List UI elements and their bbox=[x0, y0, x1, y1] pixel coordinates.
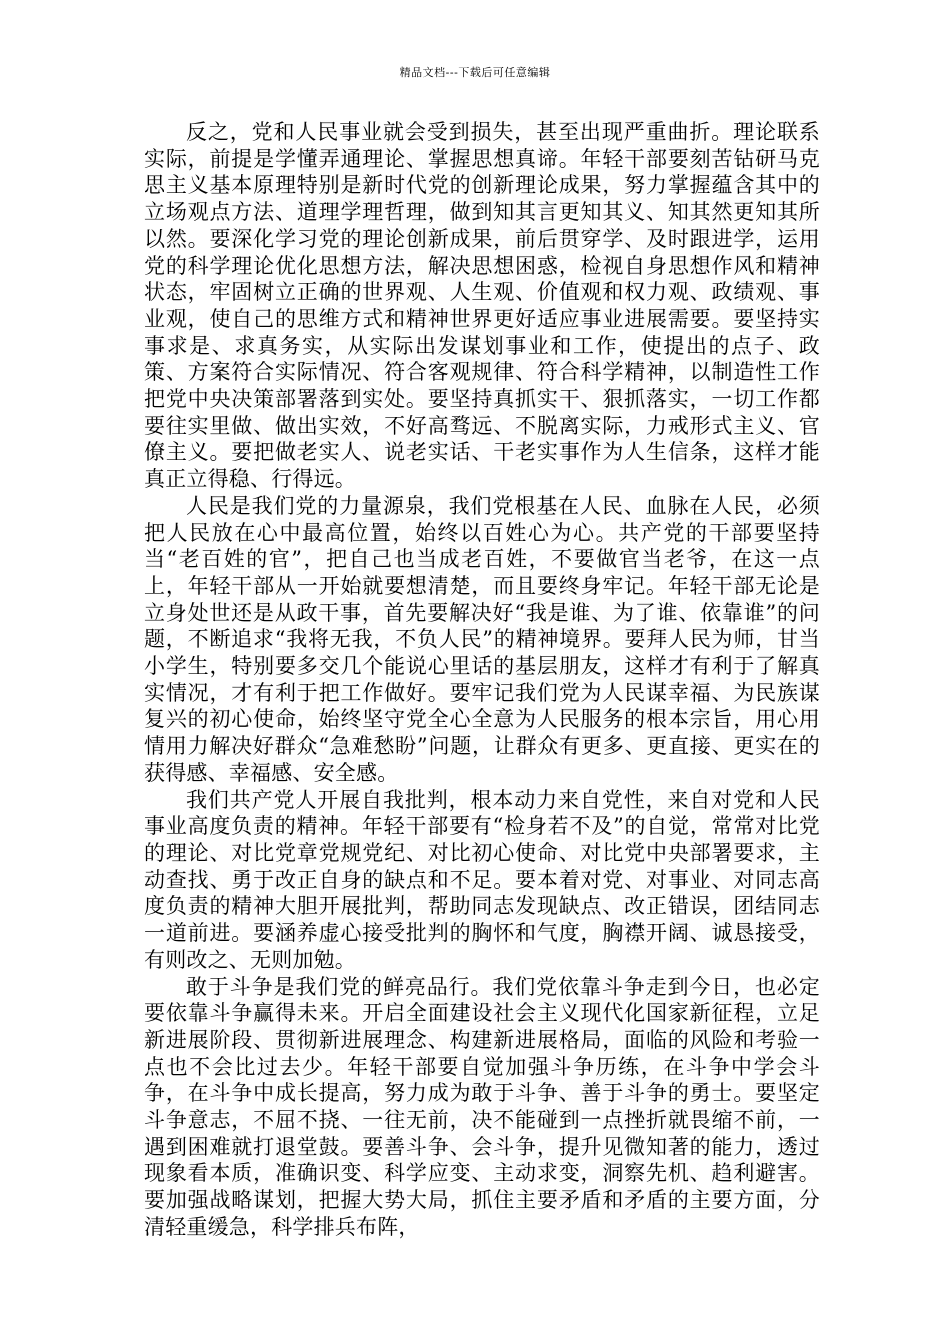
page-header: 精品文档---下载后可任意编辑 bbox=[399, 66, 551, 79]
paragraph: 我们共产党人开展自我批判，根本动力来自党性，来自对党和人民事业高度负责的精神。年轻干部要有“检身若不及”的自觉，常常对比党的理论、对比党章党规党纪、对比初心使命、对比党中央部署要求，主动查找、勇于改正自身的缺点和不足。要本着对党、对事业、对同志高度负责的精神大胆开展批判，帮助同志发现缺点、改正错误，团结同志一道前进。要涵养虚心接受批判的胸怀和气度，胸襟开阔、诚恳接受，有则改之、无则加勉。 bbox=[144, 787, 820, 972]
paragraph: 敢于斗争是我们党的鲜亮品行。我们党依靠斗争走到今日，也必定要依靠斗争赢得未来。开启全面建设社会主义现代化国家新征程，立足新进展阶段、贯彻新进展理念、构建新进展格局，面临的风险和考验一点也不会比过去少。年轻干部要自觉加强斗争历练，在斗争中学会斗争，在斗争中成长提高，努力成为敢于斗争、善于斗争的勇士。要坚定斗争意志，不屈不挠、一往无前，决不能碰到一点挫折就畏缩不前，一遇到困难就打退堂鼓。要善斗争、会斗争，提升见微知著的能力，透过现象看本质，准确识变、科学应变、主动求变，洞察先机、趋利避害。要加强战略谋划，把握大势大局，抓住主要矛盾和矛盾的主要方面，分清轻重缓急，科学排兵布阵， bbox=[144, 974, 820, 1239]
paragraph: 反之，党和人民事业就会受到损失，甚至出现严重曲折。理论联系实际，前提是学懂弄通理论、掌握思想真谛。年轻干部要刻苦钻研马克思主义基本原理特别是新时代党的创新理论成果，努力掌握蕴含其中的立场观点方法、道理学理哲理，做到知其言更知其义、知其然更知其所以然。要深化学习党的理论创新成果，前后贯穿学、及时跟进学，运用党的科学理论优化思想方法，解决思想困惑，检视自身思想作风和精神状态，牢固树立正确的世界观、人生观、价值观和权力观、政绩观、事业观，使自己的思维方式和精神世界更好适应事业进展需要。要坚持实事求是、求真务实，从实际出发谋划事业和工作，使提出的点子、政策、方案符合实际情况、符合客观规律、符合科学精神，以制造性工作把党中央决策部署落到实处。要坚持真抓实干、狠抓落实，一切工作都要往实里做、做出实效，不好高骛远、不脱离实际，力戒形式主义、官僚主义。要把做老实人、说老实话、干老实事作为人生信条，这样才能真正立得稳、行得远。 bbox=[144, 120, 820, 492]
document-body bbox=[144, 119, 820, 1241]
paragraph: 人民是我们党的力量源泉，我们党根基在人民、血脉在人民，必须把人民放在心中最高位置，始终以百姓心为心。共产党的干部要坚持当“老百姓的官”，把自己也当成老百姓，不要做官当老爷，在这一点上，年轻干部从一开始就要想清楚，而且要终身牢记。年轻干部无论是立身处世还是从政干事，首先要解决好“我是谁、为了谁、依靠谁”的问题，不断追求“我将无我，不负人民”的精神境界。要拜人民为师，甘当小学生，特别要多交几个能说心里话的基层朋友，这样才有利于了解真实情况，才有利于把工作做好。要牢记我们党为人民谋幸福、为民族谋复兴的初心使命，始终坚守党全心全意为人民服务的根本宗旨，用心用情用力解决好群众“急难愁盼”问题，让群众有更多、更直接、更实在的获得感、幸福感、安全感。 bbox=[144, 493, 820, 785]
